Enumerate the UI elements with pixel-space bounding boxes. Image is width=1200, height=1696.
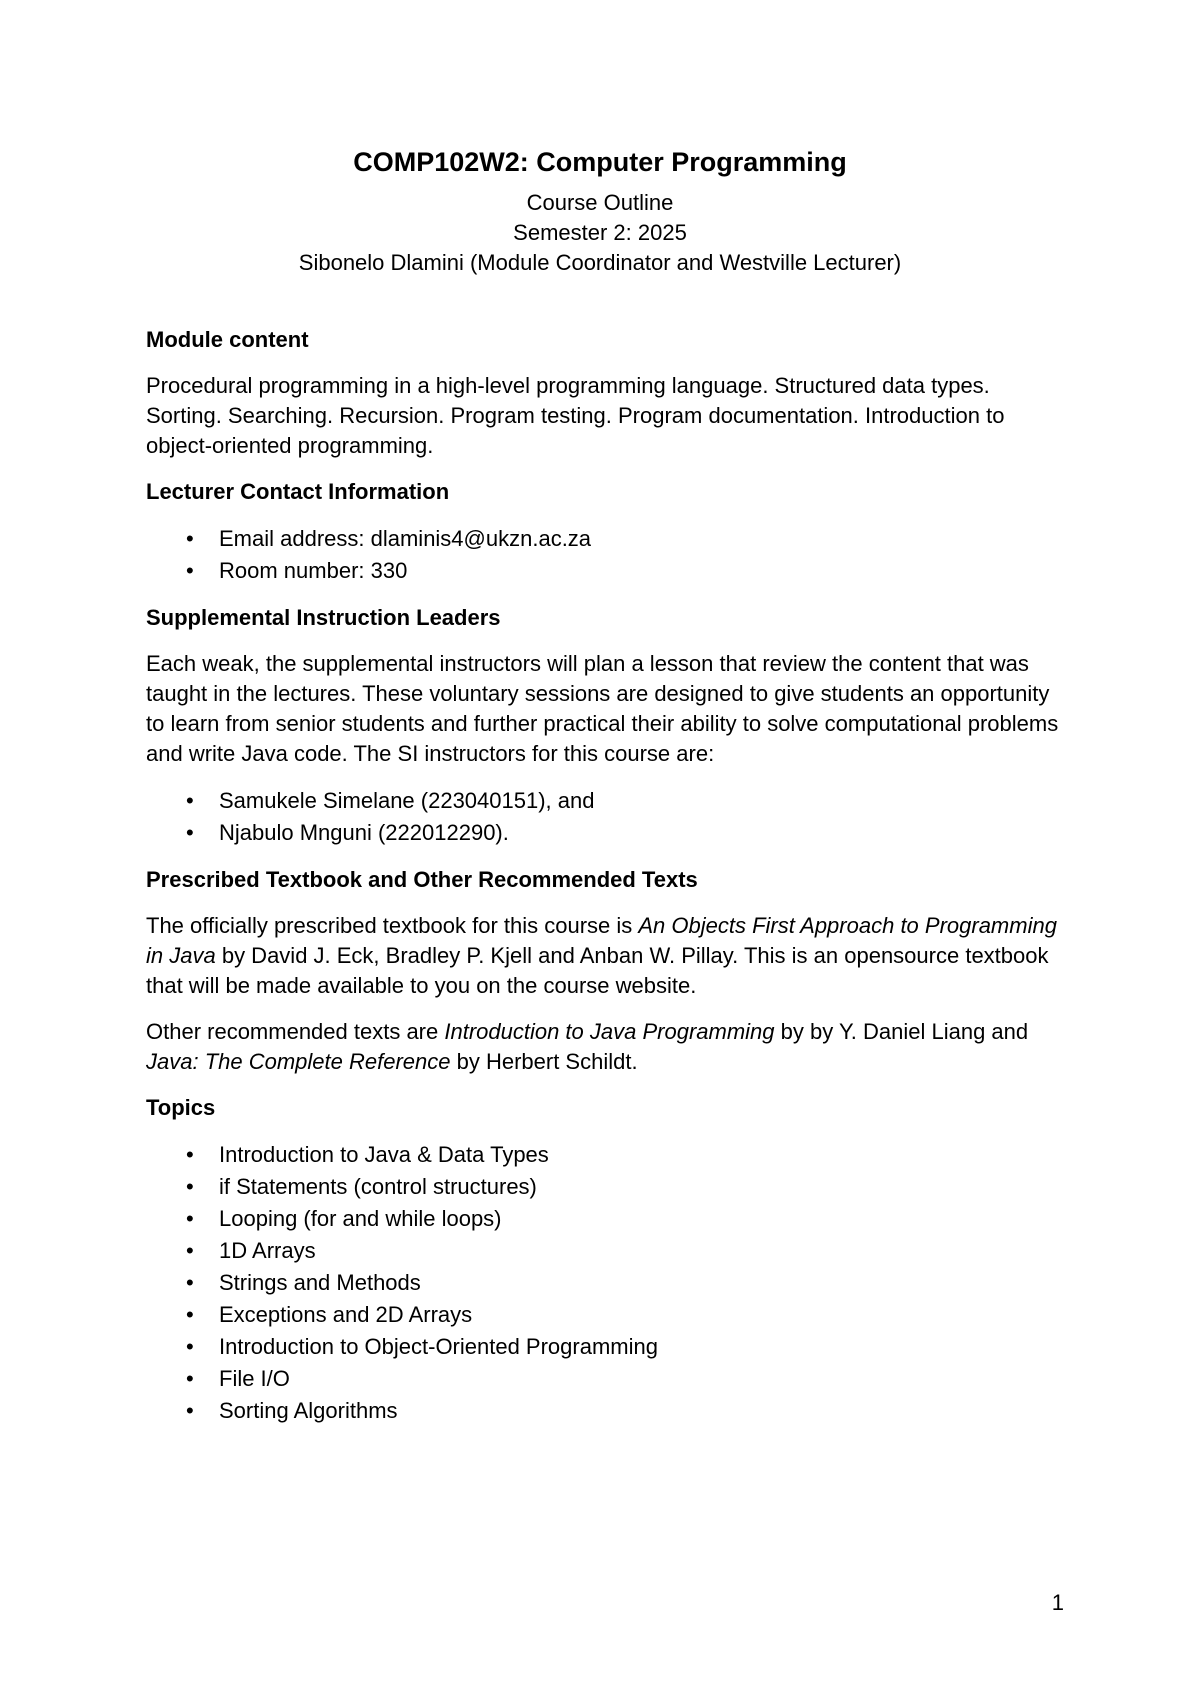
contact-room: Room number: 330 — [219, 558, 408, 583]
lecturer-contact-section — [146, 477, 1066, 587]
lecturer-contact-heading: Lecturer Contact Information — [146, 479, 450, 504]
textbooks-heading: Prescribed Textbook and Other Recommended Texts — [146, 867, 698, 892]
bullet-icon: • — [186, 1366, 194, 1391]
topic-label: Looping (for and while loops) — [219, 1206, 502, 1231]
bullet-icon: • — [186, 558, 194, 583]
si-leaders-list — [146, 785, 1066, 849]
text-run: by by Y. Daniel Liang and — [774, 1019, 1029, 1044]
topic-label: Introduction to Object-Oriented Programming — [219, 1334, 658, 1359]
list-item — [146, 1299, 1066, 1331]
page-number: 1 — [1051, 1590, 1064, 1615]
list-item — [146, 1171, 1066, 1203]
bullet-icon: • — [186, 1270, 194, 1295]
bullet-icon: • — [186, 1302, 194, 1327]
topic-label: if Statements (control structures) — [219, 1174, 537, 1199]
bullet-icon: • — [186, 788, 194, 813]
topic-label: File I/O — [219, 1366, 290, 1391]
si-leader-name: Samukele Simelane (223040151), and — [219, 788, 595, 813]
module-content-section — [146, 325, 1066, 461]
bullet-icon: • — [186, 1206, 194, 1231]
module-content-heading: Module content — [146, 327, 309, 352]
list-item — [146, 1395, 1066, 1427]
bullet-icon: • — [186, 820, 194, 845]
bullet-icon: • — [186, 1398, 194, 1423]
book-title: Java: The Complete Reference — [146, 1049, 451, 1074]
book-title: An Objects First Approach to Programming in Java — [146, 913, 1057, 968]
document-title: COMP102W2: Computer Programming — [353, 147, 847, 177]
si-leader-name: Njabulo Mnguni (222012290). — [219, 820, 509, 845]
si-leaders-section — [146, 603, 1066, 849]
topics-heading: Topics — [146, 1095, 216, 1120]
coordinator-line: Sibonelo Dlamini (Module Coordinator and Westville Lecturer) — [298, 250, 902, 275]
lecturer-contact-list — [146, 523, 1066, 587]
semester-line: Semester 2: 2025 — [513, 220, 687, 245]
contact-email: Email address: dlaminis4@ukzn.ac.za — [219, 526, 592, 551]
topic-label: Strings and Methods — [219, 1270, 421, 1295]
list-item — [146, 1139, 1066, 1171]
list-item — [146, 1331, 1066, 1363]
module-content-text: Procedural programming in a high-level programming language. Structured data types. Sorting. Searching. Recursion. Program testing. Program documentation. Introduction to object-oriented programming. — [146, 373, 1005, 458]
list-item — [146, 785, 1066, 817]
bullet-icon: • — [186, 526, 194, 551]
bullet-icon: • — [186, 1174, 194, 1199]
list-item — [146, 555, 1066, 587]
list-item — [146, 1235, 1066, 1267]
list-item — [146, 1203, 1066, 1235]
document-header — [0, 146, 1200, 278]
text-run: by David J. Eck, Bradley P. Kjell and Anban W. Pillay. This is an opensource textbook that will be made available to you on the course website. — [146, 943, 1049, 998]
topics-section — [146, 1093, 1066, 1427]
textbooks-section — [146, 865, 1066, 1077]
bullet-icon: • — [186, 1238, 194, 1263]
text-run: The officially prescribed textbook for this course is — [146, 913, 639, 938]
topic-label: Sorting Algorithms — [219, 1398, 398, 1423]
topics-list — [146, 1139, 1066, 1427]
topic-label: Introduction to Java & Data Types — [219, 1142, 549, 1167]
text-run: Other recommended texts are — [146, 1019, 445, 1044]
list-item — [146, 1363, 1066, 1395]
bullet-icon: • — [186, 1334, 194, 1359]
topic-label: Exceptions and 2D Arrays — [219, 1302, 473, 1327]
recommended-texts-text — [146, 1017, 1066, 1077]
prescribed-textbook-text — [146, 911, 1066, 1001]
list-item — [146, 1267, 1066, 1299]
document-body — [146, 325, 1066, 1443]
topic-label: 1D Arrays — [219, 1238, 316, 1263]
list-item — [146, 523, 1066, 555]
text-run: by Herbert Schildt. — [450, 1049, 638, 1074]
book-title: Introduction to Java Programming — [444, 1019, 775, 1044]
bullet-icon: • — [186, 1142, 194, 1167]
si-leaders-heading: Supplemental Instruction Leaders — [146, 605, 501, 630]
list-item — [146, 817, 1066, 849]
si-leaders-text: Each weak, the supplemental instructors will plan a lesson that review the content that was taught in the lectures. These voluntary sessions are designed to give students an opportunity to learn from senior students and further practical their ability to solve computational problems and write Java code. The SI instructors for this course are: — [146, 651, 1059, 766]
document-subtitle: Course Outline — [526, 190, 674, 215]
